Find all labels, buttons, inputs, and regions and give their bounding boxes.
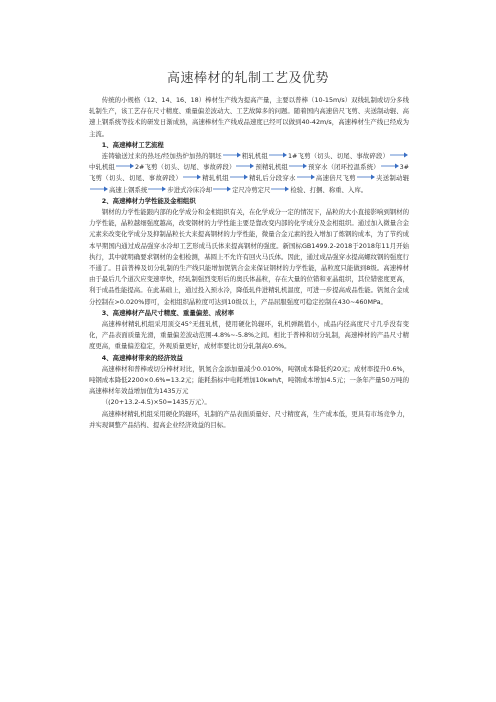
arrow-right-icon	[269, 152, 287, 158]
section-4-formula: （(20+13.2-4.5)×50=1435万元）。	[101, 398, 211, 407]
flow-step: 中轧机组	[89, 163, 115, 172]
arrow-right-icon	[213, 186, 231, 192]
arrow-right-icon	[357, 174, 375, 180]
flow-step: 精轧机组	[202, 174, 229, 183]
section-2-text: 钢材的力学性能跟内部的化学成分和金相组织有关，在化学成分一定的情况下，晶粒的大小直接影响到钢材的力学性能，晶粒越细强度越高，改变钢材的力学性能主要是靠改变内部的化学成分及金相组织。通过加入微量合金元素来改变化学成分及抑制晶粒长大来提高钢材的力学性能，微量合金元素的投入增加了炼钢的成本，为了节约成本早期国内通过成品强穿水冷却工艺形成马氏体来提高钢材的强度。新国标GB1499.2-2018于2018年11月开始执行，其中就明确要求钢材的金相检测，基圆上不允许有回火马氏体。因此，通过成品强穿水提高螺纹钢的强度行不通了。目前普棒及切分轧制的生产线只能增加铌钒合金来保证钢材的力学性能，晶粒度只能做到8级。高速棒材由于最后几个道次应变速率快，经轧制强烈变形后的奥氏体晶粒，存在大量的位错和亚晶组织，其位错密度更高，利于成品性能提高。在此基础上，通过投入预水冷，降低轧件进精轧机温度，可进一步提高成品性能。钒氮合金成分控制在>0.020%即可，金相组织晶粒度可达到10级以上，产品屈服强度可稳定控制在430~460MPa。	[89, 208, 409, 306]
flow-step: 高速上钢系统	[109, 185, 148, 194]
section-4-paragraph-1: 高速棒材和普棒或切分棒材对比，钒氮合金添加量减少0.010%，吨钢成本降低约20元；成材率提升0.6%，吨钢成本降低2200×0.6%=13.2元；能耗指标中电耗增加10kwh/t，吨钢成本增加4.5元；一条年产量50万吨的高速棒材年效益增加值为1435万元	[89, 364, 409, 396]
arrow-right-icon	[90, 186, 108, 192]
flow-step: 3#飞剪（切头、切尾、事故碎段）	[89, 163, 410, 183]
section-2-heading: 2、高速棒材力学性能及金相组织	[101, 196, 196, 205]
section-4-heading: 4、高速棒材带来的经济效益	[101, 353, 183, 362]
arrow-right-icon	[297, 174, 315, 180]
flow-step: 检验、打捆、称重、入库。	[290, 185, 368, 194]
arrow-right-icon	[183, 174, 201, 180]
arrow-right-icon	[271, 186, 289, 192]
arrow-right-icon	[390, 152, 408, 158]
flow-step: 步进式冷床冷却	[167, 185, 213, 194]
section-3-text: 高速棒材精轧机组采用顶交45°无扭轧机，使用硬化钨辊环，轧机弹跳值小，成品内径高度尺寸几乎没有变化，产品表面质量光滑，重量偏差波动范围-4.8%~-5.8%之间。相比于普棒和切分轧制，高速棒材的产品尺寸精度更高，重量偏差稳定，外观质量更好，成材率要比切分轧制高0.6%。	[89, 320, 409, 351]
arrow-right-icon	[223, 152, 241, 158]
document-body	[89, 95, 409, 431]
flow-step: 预精轧机组	[255, 163, 289, 172]
flow-step: 精轧后分段穿水	[248, 174, 296, 183]
section-3-heading: 3、高速棒材产品尺寸精度、重量偏差、成材率	[101, 308, 235, 317]
process-flow	[89, 151, 409, 196]
arrow-right-icon	[381, 163, 399, 169]
intro-paragraph: 传统的小规格（12、14、16、18）棒材生产线为提高产量，主要以普棒（10-15m/s）双线轧制或切分多线轧制生产，该工艺存在尺寸精度、重量偏差波动大、工艺故障多的问题。随着国内高速倍尺飞剪、夹送制动辊、高速上钢系统等技术的研发日渐成熟，高速棒材生产线成品速度已经可以做到40-42m/s，高速棒材生产线已经成为主流。	[89, 96, 409, 138]
section-1-heading: 1、高速棒材工艺流程	[101, 140, 164, 149]
document-title: 高速棒材的轧制工艺及优势	[166, 71, 329, 86]
arrow-right-icon	[236, 163, 254, 169]
flow-step: 2#飞剪（切头、切尾、事故碎段）	[134, 163, 236, 172]
arrow-right-icon	[230, 174, 248, 180]
flow-step: 高速倍尺飞剪	[315, 174, 356, 183]
arrow-right-icon	[116, 163, 134, 169]
flow-step: 1#飞剪（切头、切尾、事故碎段）	[287, 152, 390, 161]
flow-step: 定尺冷剪定尺	[232, 185, 271, 194]
arrow-right-icon	[289, 163, 307, 169]
flow-step: 连铸输送过来的热坯/经加热炉加热的钢坯	[101, 152, 222, 161]
section-4-paragraph-2: 高速棒材精轧机组采用硬化钨辊环，轧制的产品表面质量好、尺寸精度高，生产成本低，更具有市场竞争力，并实现调整产品结构、提高企业经济效益的目标。	[89, 409, 409, 429]
flow-step: 预穿水（闭环控温系统）	[308, 163, 380, 172]
flow-step: 夹送制动辊	[375, 174, 410, 183]
arrow-right-icon	[148, 186, 166, 192]
flow-step: 粗轧机组	[241, 152, 268, 161]
